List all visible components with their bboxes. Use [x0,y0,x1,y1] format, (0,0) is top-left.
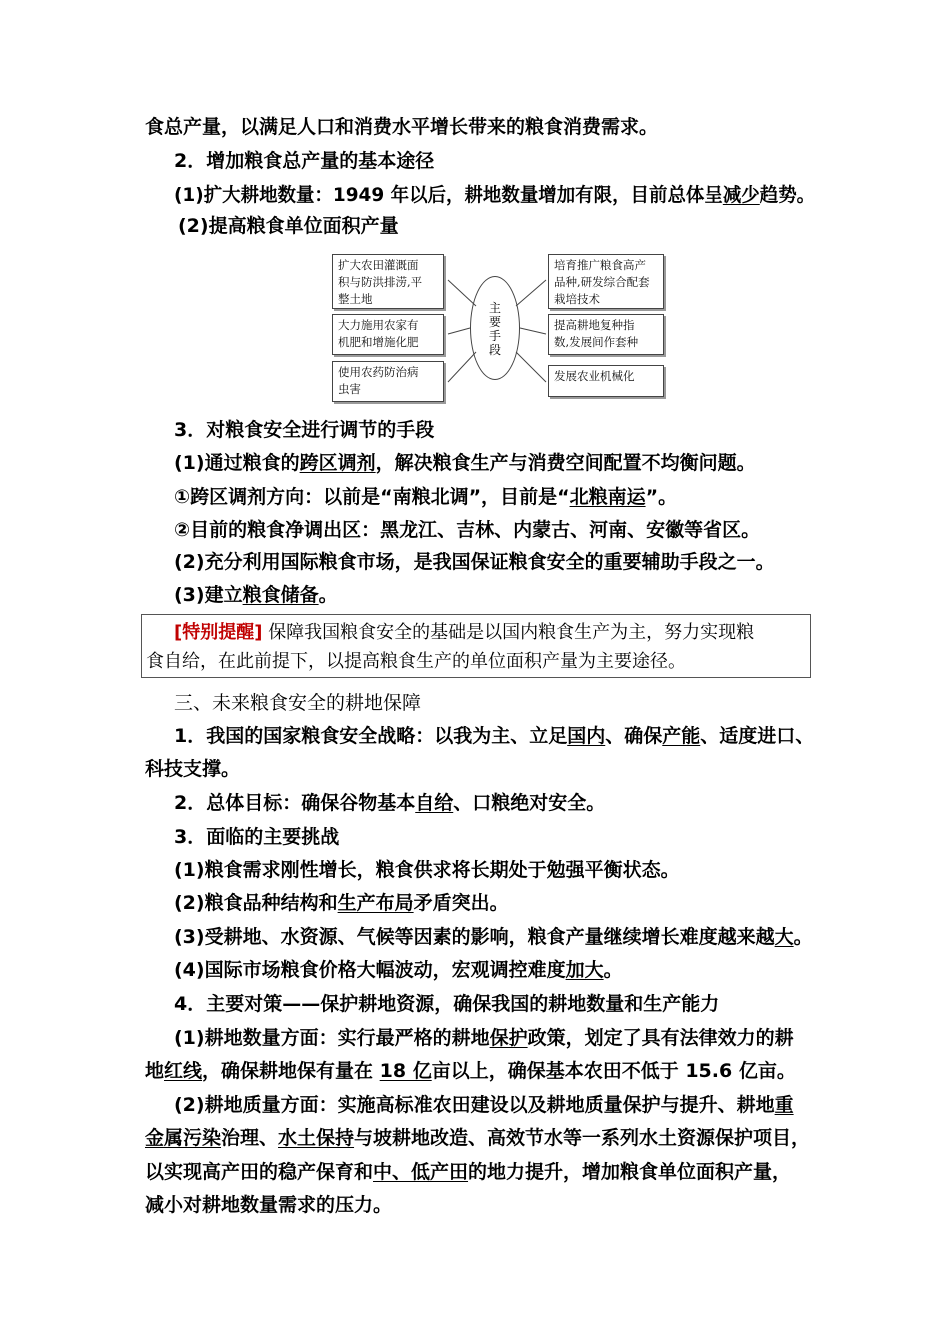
section-heading: 2．增加粮食总产量的基本途径 [174,150,435,172]
section-heading: 3．对粮食安全进行调节的手段 [174,419,435,441]
text-line: (1)耕地数量方面：实行最严格的耕地保护政策，划定了具有法律效力的耕 [174,1027,794,1049]
text-line: 食总产量，以满足人口和消费水平增长带来的粮食消费需求。 [145,116,659,138]
text-line: ②目前的粮食净调出区：黑龙江、吉林、内蒙古、河南、安徽等省区。 [174,519,761,541]
section-heading: 4．主要对策——保护耕地资源，确保我国的耕地数量和生产能力 [174,993,720,1015]
text-line: 金属污染治理、水土保持与坡耕地改造、高效节水等一系列水土资源保护项目， [145,1127,811,1149]
diagram-left-box-3: 使用农药防治病 虫害 [332,361,444,402]
text-line: (3)受耕地、水资源、气候等因素的影响，粮食产量继续增长难度越来越大。 [174,926,813,948]
text-line: (1)通过粮食的跨区调剂，解决粮食生产与消费空间配置不均衡问题。 [174,452,756,474]
text-line: 科技支撑。 [145,758,241,780]
text-line: 以实现高产田的稳产保育和中、低产田的地力提升，增加粮食单位面积产量， [145,1161,792,1183]
diagram-left-box-2: 大力施用农家有 机肥和增施化肥 [332,314,444,355]
text-line: (2)粮食品种结构和生产布局矛盾突出。 [174,892,509,914]
text-line: ①跨区调剂方向：以前是“南粮北调”，目前是“北粮南运”。 [174,486,678,508]
diagram-center-ellipse [470,276,520,380]
diagram-left-box-1: 扩大农田灌溉面 积与防洪排涝,平 整土地 [332,254,444,309]
text-line: (4)国际市场粮食价格大幅波动，宏观调控难度加大。 [174,959,623,981]
reminder-tag: [特别提醒] [174,622,263,643]
diagram-right-box-2: 提高耕地复种指 数,发展间作套种 [548,314,664,355]
text-line: (2)耕地质量方面：实施高标准农田建设以及耕地质量保护与提升、耕地重 [174,1094,794,1116]
special-reminder-box [141,614,811,678]
reminder-line-1: [特别提醒] 保障我国粮食安全的基础是以国内粮食生产为主，努力实现粮 [174,622,755,643]
text-line: 减小对耕地数量需求的压力。 [145,1194,393,1216]
diagram-right-box-3: 发展农业机械化 [548,365,664,397]
text-line: (2)充分利用国际粮食市场，是我国保证粮食安全的重要辅助手段之一。 [174,551,775,573]
diagram-center-label: 主 要 手 段 [488,301,501,357]
text-line: (1)扩大耕地数量：1949 年以后，耕地数量增加有限，目前总体呈减少趋势。 [174,184,816,206]
section-heading: 3．面临的主要挑战 [174,826,340,848]
section-heading: 三、未来粮食安全的耕地保障 [174,692,422,714]
reminder-line-2: 食自给，在此前提下，以提高粮食生产的单位面积产量为主要途径。 [146,651,686,672]
text-line: 1．我国的国家粮食安全战略：以我为主、立足国内、确保产能、适度进口、 [174,725,815,747]
diagram-right-box-1: 培育推广粮食高产 品种,研发综合配套 栽培技术 [548,254,664,309]
text-line: (1)粮食需求刚性增长，粮食供求将长期处于勉强平衡状态。 [174,859,680,881]
text-line: (3)建立粮食储备。 [174,584,338,606]
text-line: (2)提高粮食单位面积产量 [178,215,399,237]
means-diagram [326,248,670,406]
text-line: 地红线，确保耕地保有量在 18 亿亩以上，确保基本农田不低于 15.6 亿亩。 [145,1060,796,1082]
text-line: 2．总体目标：确保谷物基本自给、口粮绝对安全。 [174,792,606,814]
